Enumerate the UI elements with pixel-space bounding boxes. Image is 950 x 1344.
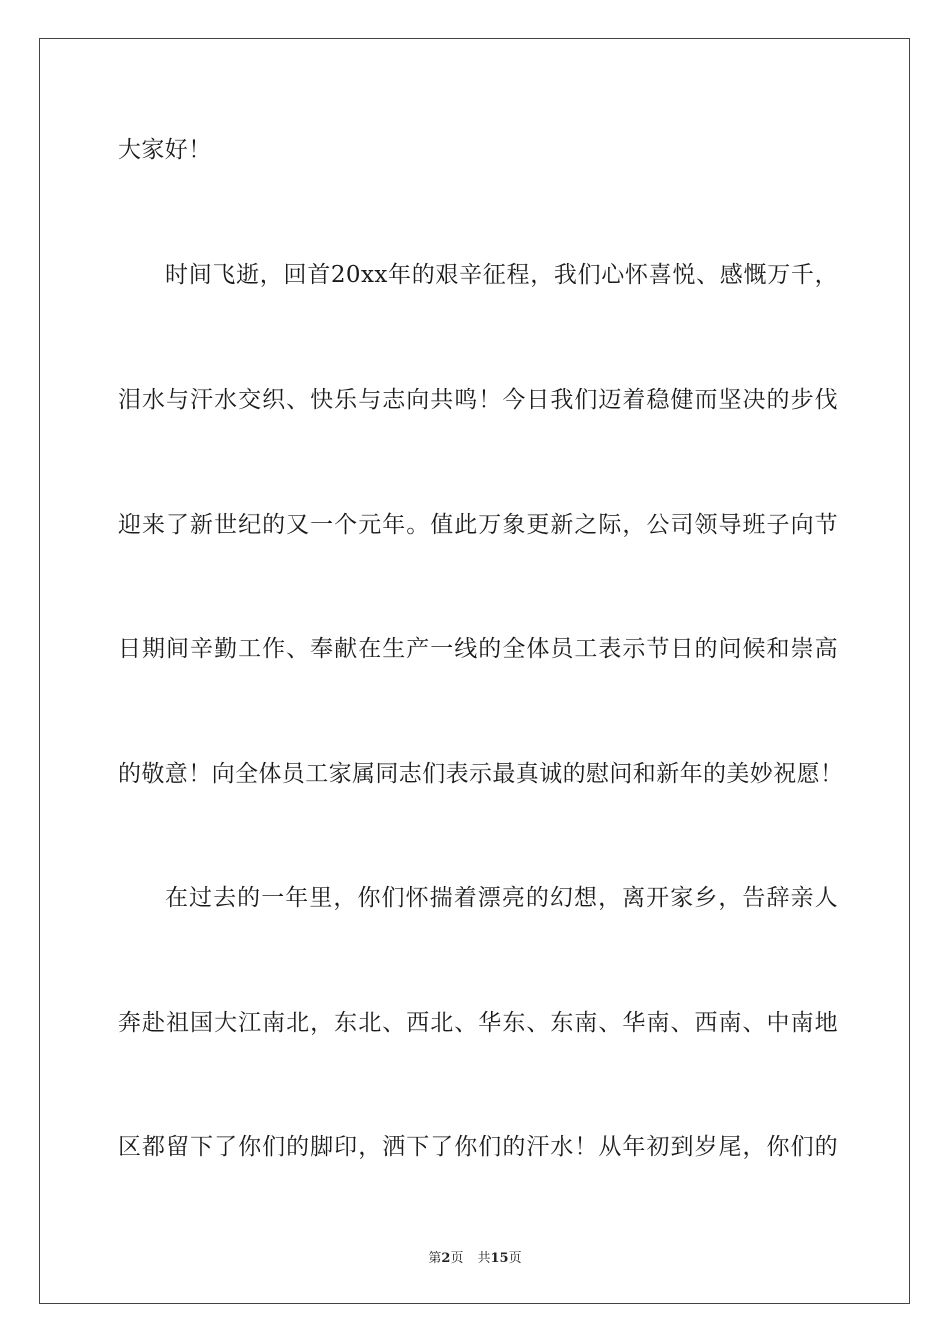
paragraph-1-line-1: 时间飞逝，回首20xx年的艰辛征程，我们心怀喜悦、感慨万千，	[165, 262, 838, 288]
paragraph-1-line-5: 的敬意！向全体员工家属同志们表示最真诚的慰问和新年的美妙祝愿！	[118, 761, 844, 787]
footer-page-prefix: 第	[428, 1251, 442, 1266]
paragraph-1-line-4: 日期间辛勤工作、奉献在生产一线的全体员工表示节日的问候和崇高	[118, 636, 838, 662]
footer-page-number: 2	[441, 1251, 451, 1266]
paragraph-1-line-2: 泪水与汗水交织、快乐与志向共鸣！今日我们迈着稳健而坚决的步伐	[118, 387, 838, 413]
paragraph-1-line-3: 迎来了新世纪的又一个元年。值此万象更新之际，公司领导班子向节	[118, 512, 838, 538]
paragraph-2-line-2: 奔赴祖国大江南北，东北、西北、华东、东南、华南、西南、中南地	[118, 1010, 838, 1036]
footer-total-prefix: 共	[477, 1251, 491, 1266]
footer-page-suffix: 页	[450, 1251, 464, 1266]
page-border	[39, 38, 910, 1304]
footer-total-pages: 15	[490, 1251, 509, 1266]
greeting-line: 大家好！	[118, 137, 212, 163]
footer-total-suffix: 页	[508, 1251, 522, 1266]
paragraph-2-line-3: 区都留下了你们的脚印，洒下了你们的汗水！从年初到岁尾，你们的	[118, 1134, 838, 1160]
page-footer	[0, 1247, 950, 1266]
paragraph-2-line-1: 在过去的一年里，你们怀揣着漂亮的幻想，离开家乡，告辞亲人	[165, 885, 838, 911]
